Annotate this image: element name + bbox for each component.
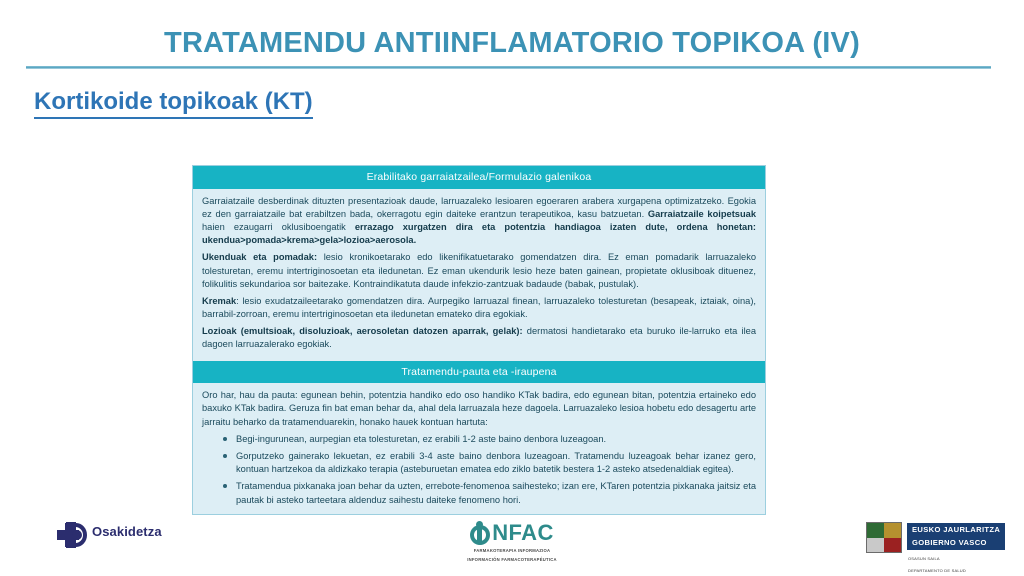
infac-subtitle-es: INFORMACIÓN FARMACOTERAPÉUTICA — [467, 556, 557, 562]
infac-wordmark-row — [452, 519, 572, 546]
list-item: Tratamendua pixkanaka joan behar da uzten, errebote-fenomenoa saihesteko; izan ere, KTaren potentzia pixkanaka jaitsiz eta pautak bi asteko tarteetara aldenduz saihestu daiteke fenomeno hori. — [236, 480, 756, 506]
card-header-carrier: Erabilitako garraiatzailea/Formulazio galenikoa — [193, 166, 765, 189]
paragraph — [202, 251, 756, 291]
body-text: : lesio exudatzaileetarako gomendatzen dira. Aurpegiko larruazal finean, larruazaleko tolesturetan (besapeak, iztaiak, oina), barrabil-zorroan, eremu intertriginosoetan eta iledunetan emateko dira egokiak. — [202, 295, 756, 320]
emphasis-text: errazago xurgatzen dira eta potentzia handiagoa izaten dute, ordena honetan: ukendua>pomada>krema>gela>lozioa>aerosola. — [202, 221, 756, 246]
regimen-bullet-list — [202, 433, 756, 507]
osakidetza-logo — [57, 522, 162, 548]
basque-coat-of-arms-icon — [866, 522, 902, 553]
content-card — [192, 165, 766, 515]
section-subtitle: Kortikoide topikoak (KT) — [34, 89, 313, 119]
emphasis-text: Ukenduak eta pomadak: — [202, 252, 318, 263]
gov-dept-eu: OSASUN SAILA — [908, 555, 940, 561]
gov-name-es: GOBIERNO VASCO — [907, 536, 1005, 549]
paragraph — [202, 295, 756, 321]
page-title: TRATAMENDU ANTIINFLAMATORIO TOPIKOA (IV) — [164, 27, 860, 59]
paragraph — [202, 195, 756, 248]
gov-name-eu: EUSKO JAURLARITZA — [907, 523, 1005, 536]
emphasis-text: Lozioak (emultsioak, disoluzioak, aerosoletan datozen aparrak, gelak): — [202, 326, 523, 337]
emphasis-text: Garraiatzaile koipetsuak — [647, 208, 756, 219]
body-text: dermatosi handietarako eta buruko ile-larruko eta ilea dagoen larruazalerako egokiak. — [202, 326, 757, 350]
emphasis-text: Kremak — [202, 295, 237, 306]
body-text: Garraiatzaile desberdinak dituzten presentazioak daude, larruazaleko lesioaren egoeraren arabera xurgapena optimizatzeko. Egokia ez den garraiatzaile bat erabiltzen bada, okerragotu egin daiteke erantzun terapeutikoa, kasu batzuetan. — [202, 195, 756, 219]
card-header-regimen: Tratamendu-pauta eta -iraupena — [193, 361, 765, 384]
osakidetza-mark-icon — [57, 522, 87, 548]
body-text: lesio kronikoetarako edo likenifikatuetarako gomendatzen dira. Ez eman pomadarik larruazaleko tolesturetan, eremu intertriginosoetan eta iledunetan. Ez eman ukendurik lesio heze baten gainean, propietate oklusiboak dituenez, folikulitis sekundarioa sor baitezake. Kontraindikatuta daude infekzio-zantzuak badaude (babak, pustulak). — [202, 252, 757, 289]
paragraph-list-carrier — [202, 195, 756, 352]
infac-i-icon — [470, 521, 491, 545]
card-body-regimen — [193, 383, 765, 514]
infac-wordmark: NFAC — [492, 519, 554, 545]
paragraph — [202, 325, 756, 351]
card-body-carrier — [193, 189, 765, 359]
list-item: Begi-ingurunean, aurpegian eta tolesturetan, ez erabili 1-2 aste baino denbora luzeagoan. — [236, 433, 756, 446]
title-divider — [26, 66, 991, 69]
basque-government-logo — [866, 522, 1005, 575]
gov-dept-es: DEPARTAMENTO DE SALUD — [908, 568, 966, 574]
osakidetza-wordmark: Osakidetza — [92, 523, 162, 539]
body-text: haien ezaugarri oklusiboengatik — [202, 221, 355, 232]
regimen-intro: Oro har, hau da pauta: egunean behin, potentzia handiko edo oso handiko KTak badira, edo egunean bitan, potentzia ertaineko edo baxuko KTak badira. Geruza fin bat eman behar da, ahal dela larruazala heze dagoela. Larruazaleko lesioa hobetu edo desagertu arte jarraitu beharko da tratamenduarekin, honako hauek kontuan hartuta: — [202, 390, 756, 427]
infac-subtitle-eu: FARMAKOTERAPIA INFORMAZIOA — [473, 548, 551, 553]
infac-logo — [452, 519, 572, 563]
list-item: Gorputzeko gainerako lekuetan, ez erabili 3-4 aste baino denbora luzeagoan. Tratamendu luzeagoak behar izanez gero, kontuan hartzekoa da aldizkako terapia (asteburuetan ematea edo ziklo batetik bestera 1-2 asteko atsedenaldiak egitea). — [236, 450, 756, 476]
gov-text-block — [907, 522, 1005, 575]
